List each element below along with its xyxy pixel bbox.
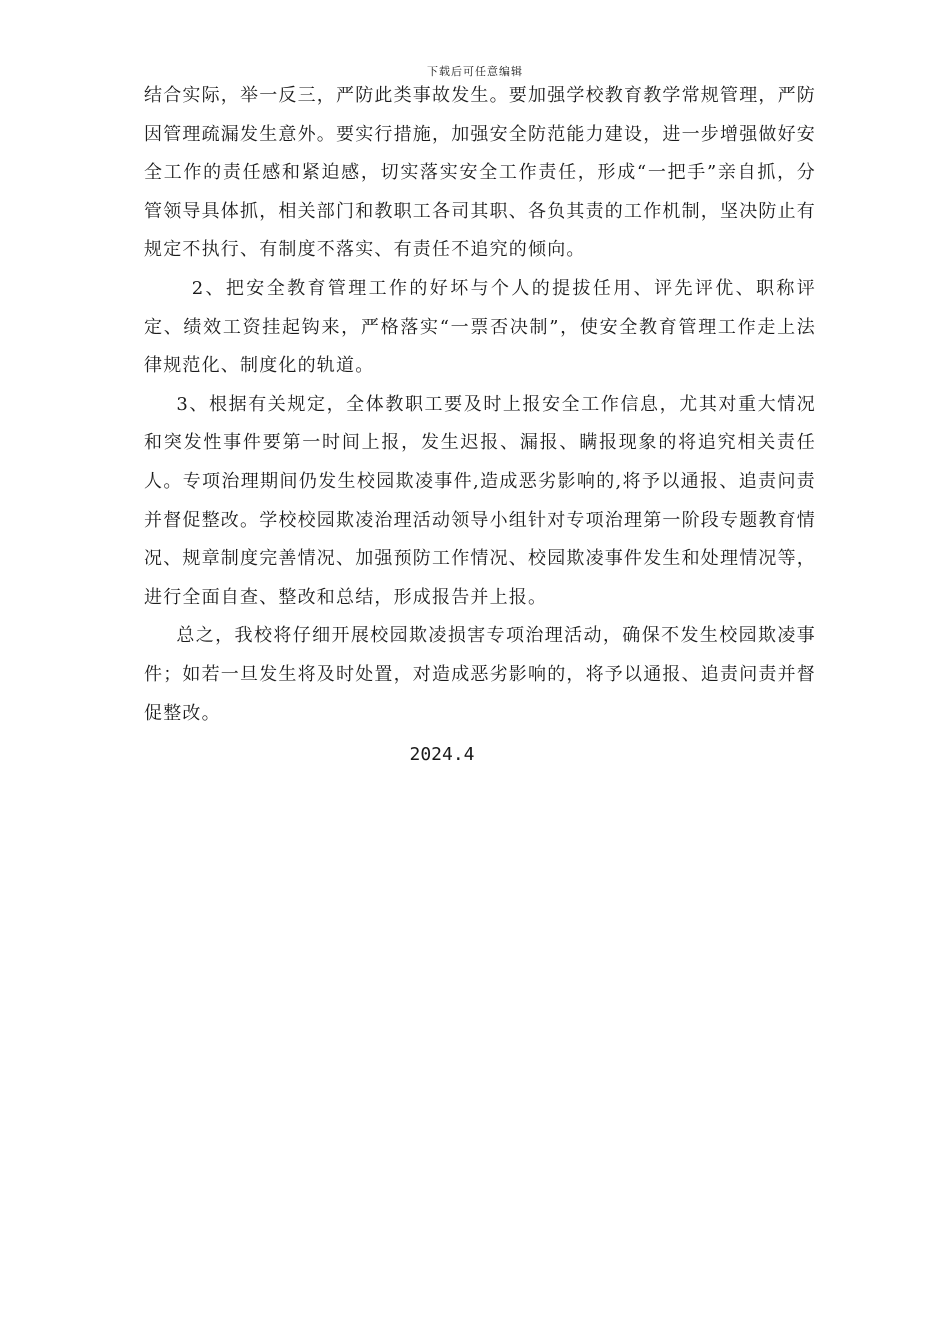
paragraph-continuation: 结合实际，举一反三，严防此类事故发生。要加强学校教育教学常规管理，严防因管理疏漏发生意外。要实行措施，加强安全防范能力建设，进一步增强做好安全工作的责任感和紧迫感，切实落实安全工作责任，形成“一把手”亲自抓，分管领导具体抓，相关部门和教职工各司其职、各负其责的工作机制，坚决防止有规定不执行、有制度不落实、有责任不追究的倾向。 [144, 85, 816, 261]
document-date: 2024.4 [409, 744, 475, 765]
paragraph-item-3: 3、根据有关规定，全体教职工要及时上报安全工作信息，尤其对重大情况和突发性事件要第一时间上报，发生迟报、漏报、瞒报现象的将追究相关责任人。专项治理期间仍发生校园欺凌事件,造成恶劣影响的,将予以通报、追责问责并督促整改。学校校园欺凌治理活动领导小组针对专项治理第一阶段专题教育情况、规章制度完善情况、加强预防工作情况、校园欺凌事件发生和处理情况等，进行全面自查、整改和总结，形成报告并上报。 [144, 393, 816, 608]
paragraph-conclusion: 总之，我校将仔细开展校园欺凌损害专项治理活动，确保不发生校园欺凌事件；如若一旦发生将及时处置，对造成恶劣影响的，将予以通报、追责问责并督促整改。 [144, 625, 816, 724]
document-body [144, 77, 816, 733]
page-header: 下载后可任意编辑 [427, 65, 523, 78]
paragraph-item-2: 2、把安全教育管理工作的好坏与个人的提拔任用、评先评优、职称评定、绩效工资挂起钩来，严格落实“一票否决制”，使安全教育管理工作走上法律规范化、制度化的轨道。 [144, 277, 816, 377]
